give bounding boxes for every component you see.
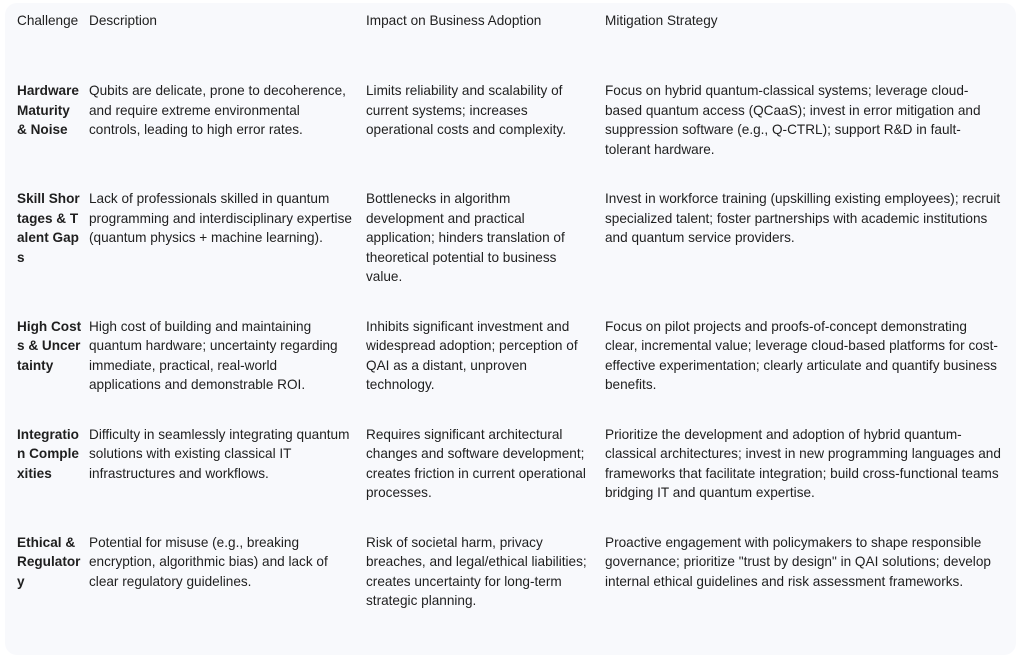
table-container (5, 3, 1016, 655)
cell-impact: Risk of societal harm, privacy breaches, and legal/ethical liabilities; creates uncertainty for long-term strategic planning. (366, 534, 587, 608)
cell-description: Lack of professionals skilled in quantum programming and interdisciplinary expertise (quantum physics + machine learning). (89, 191, 352, 245)
cell-impact: Bottlenecks in algorithm development and practical application; hinders translation of theoretical potential to business value. (366, 191, 565, 284)
cell-mitigation: Prioritize the development and adoption of hybrid quantum-classical architectures; invest in new programming languages and frameworks that facilitate integration; build cross-functional teams bridging IT and quantum expertise. (605, 426, 1001, 500)
cell-challenge: Integration Complexities (17, 426, 79, 481)
cell-mitigation: Invest in workforce training (upskilling existing employees); recruit specialized talent; foster partnerships with academic institutions and quantum service providers. (605, 191, 1001, 245)
cell-mitigation: Focus on hybrid quantum-classical systems; leverage cloud-based quantum access (QCaaS); invest in error mitigation and suppression software (e.g., Q-CTRL); support R&D in fault-tolerant hardware. (605, 83, 981, 157)
table-row (5, 81, 1016, 189)
table-row (5, 317, 1016, 425)
cell-mitigation: Proactive engagement with policymakers to shape responsible governance; prioritize "trust by design" in QAI solutions; develop internal ethical guidelines and risk assessment frameworks. (605, 534, 991, 589)
table-row (5, 189, 1016, 317)
header-impact: Impact on Business Adoption (366, 13, 542, 28)
header-challenge: Challenge (17, 13, 79, 28)
cell-impact: Requires significant architectural changes and software development; creates friction in current operational processes. (366, 426, 586, 500)
table-row (5, 533, 1016, 641)
cell-description: Difficulty in seamlessly integrating quantum solutions with existing classical IT infrastructures and workflows. (89, 426, 350, 481)
cell-description: Potential for misuse (e.g., breaking encryption, algorithmic bias) and lack of clear regulatory guidelines. (89, 534, 328, 589)
cell-description: Qubits are delicate, prone to decoherence, and require extreme environmental controls, leading to high error rates. (89, 83, 346, 137)
cell-impact: Inhibits significant investment and widespread adoption; perception of QAI as a distant, unproven technology. (366, 318, 578, 392)
header-mitigation: Mitigation Strategy (605, 13, 718, 28)
cell-impact: Limits reliability and scalability of current systems; increases operational costs and complexity. (366, 83, 566, 137)
header-description: Description (89, 13, 157, 28)
cell-description: High cost of building and maintaining quantum hardware; uncertainty regarding immediate, practical, real-world applications and demonstrable ROI. (89, 318, 338, 392)
table-header-row (5, 3, 1016, 81)
table-row (5, 425, 1016, 533)
cell-mitigation: Focus on pilot projects and proofs-of-concept demonstrating clear, incremental value; leverage cloud-based platforms for cost-effective experimentation; clearly articulate and quantify business benefits. (605, 318, 998, 392)
challenges-table (5, 3, 1016, 641)
cell-challenge: High Costs & Uncertainty (17, 318, 82, 373)
cell-challenge: Ethical & Regulatory (17, 534, 81, 589)
cell-challenge: Hardware Maturity & Noise (17, 83, 79, 137)
cell-challenge: Skill Shortages & Talent Gaps (17, 191, 80, 265)
